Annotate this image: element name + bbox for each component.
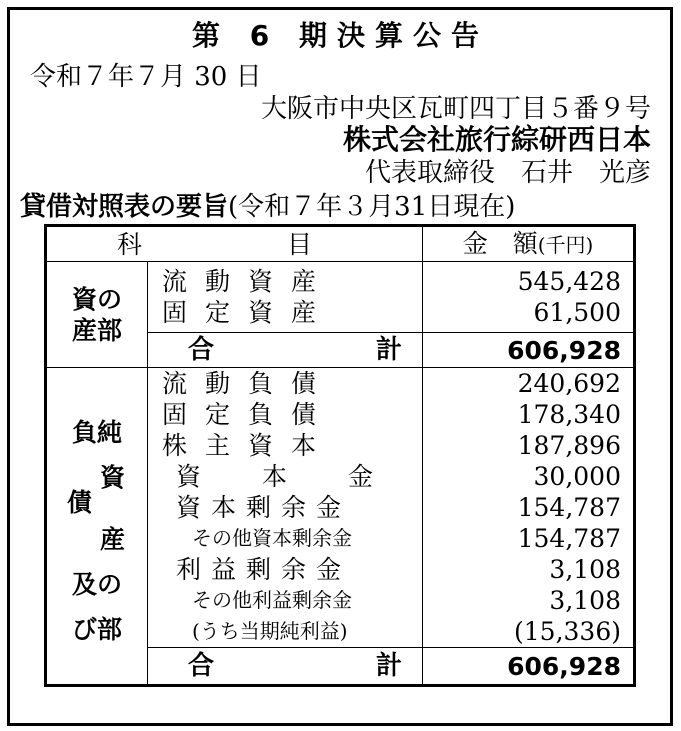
liab-label-line: 債 [67,488,93,517]
notice-title: 第 6 期決算公告 [192,19,489,52]
liab-label-line: 及の [71,570,122,599]
bs-title-text: 貸借対照表の要旨 [20,192,229,222]
asset-item-value: 545,428 [517,267,621,296]
assets-label-line2: 産部 [71,315,122,345]
assets-total-label-cell [148,333,423,368]
liab-item-value: 240,692 [517,369,621,398]
liab-item-label: 資 本 金 [176,462,392,491]
table-header-row [46,226,635,262]
liab-label-line: び部 [71,615,122,644]
notice-date: 令和７年７月 30 日 [30,62,262,92]
liab-values-cell [423,368,635,648]
liab-item-value: 187,896 [517,431,621,460]
liab-label-line: 負純 [71,418,122,447]
liab-item-value: 30,000 [533,462,621,491]
assets-label-cell [46,262,148,368]
liab-item-label: 資本剰余金 [176,493,352,522]
liab-item-label: 流動負債 [162,369,335,398]
amount-header: 金 額 [462,228,538,258]
liab-item-label: 株主資本 [162,431,335,460]
amount-header-cell [423,226,635,262]
balance-sheet-table [44,224,636,687]
liab-total-value: 606,928 [423,648,635,686]
balance-sheet-title [20,186,515,223]
asset-item-label: 固定資産 [162,298,335,327]
representative: 代表取締役 石井 光彦 [364,158,651,188]
asset-item-label: 流動資産 [162,267,335,296]
item-header-2: 目 [286,229,312,259]
assets-section [46,262,635,333]
liab-item-value: 3,108 [549,555,621,584]
liabilities-section [46,368,635,648]
assets-total-label-1: 合 [188,334,215,365]
liab-item-label: (うち当期純利益) [192,619,348,643]
liab-item-value: 154,787 [517,493,621,522]
bs-date: (令和７年３月31日現在) [228,192,516,222]
liab-total-label-1: 合 [188,650,215,681]
liab-item-label: 利益剰余金 [176,555,352,584]
liab-item-value: 178,340 [517,400,621,429]
item-header-1: 科 [117,229,143,259]
liab-item-label: その他利益剰余金 [192,588,352,612]
company-name: 株式会社旅行綜研西日本 [342,123,651,156]
liab-item-value: 154,787 [517,524,621,553]
assets-values-cell [423,262,635,333]
liab-item-value: (15,336) [514,617,621,646]
assets-label-line1: 資の [71,284,122,314]
assets-items-cell [148,262,423,333]
liab-label-cell [46,368,148,686]
liab-total-label-cell [148,648,423,686]
liab-item-label: その他資本剰余金 [192,526,352,550]
liab-label-line: 産 [99,525,125,554]
assets-total-label-2: 計 [375,334,402,365]
company-address: 大阪市中央区瓦町四丁目５番９号 [260,94,651,124]
liab-total-label-2: 計 [375,650,402,681]
liab-items-cell [148,368,423,648]
liab-item-label: 固定負債 [162,400,335,429]
assets-total-value: 606,928 [423,333,635,368]
liab-label-line: 資 [99,463,125,492]
item-header-cell [46,226,423,262]
liab-item-value: 3,108 [549,586,621,615]
asset-item-value: 61,500 [533,298,621,327]
unit-header: (千円) [537,232,594,257]
